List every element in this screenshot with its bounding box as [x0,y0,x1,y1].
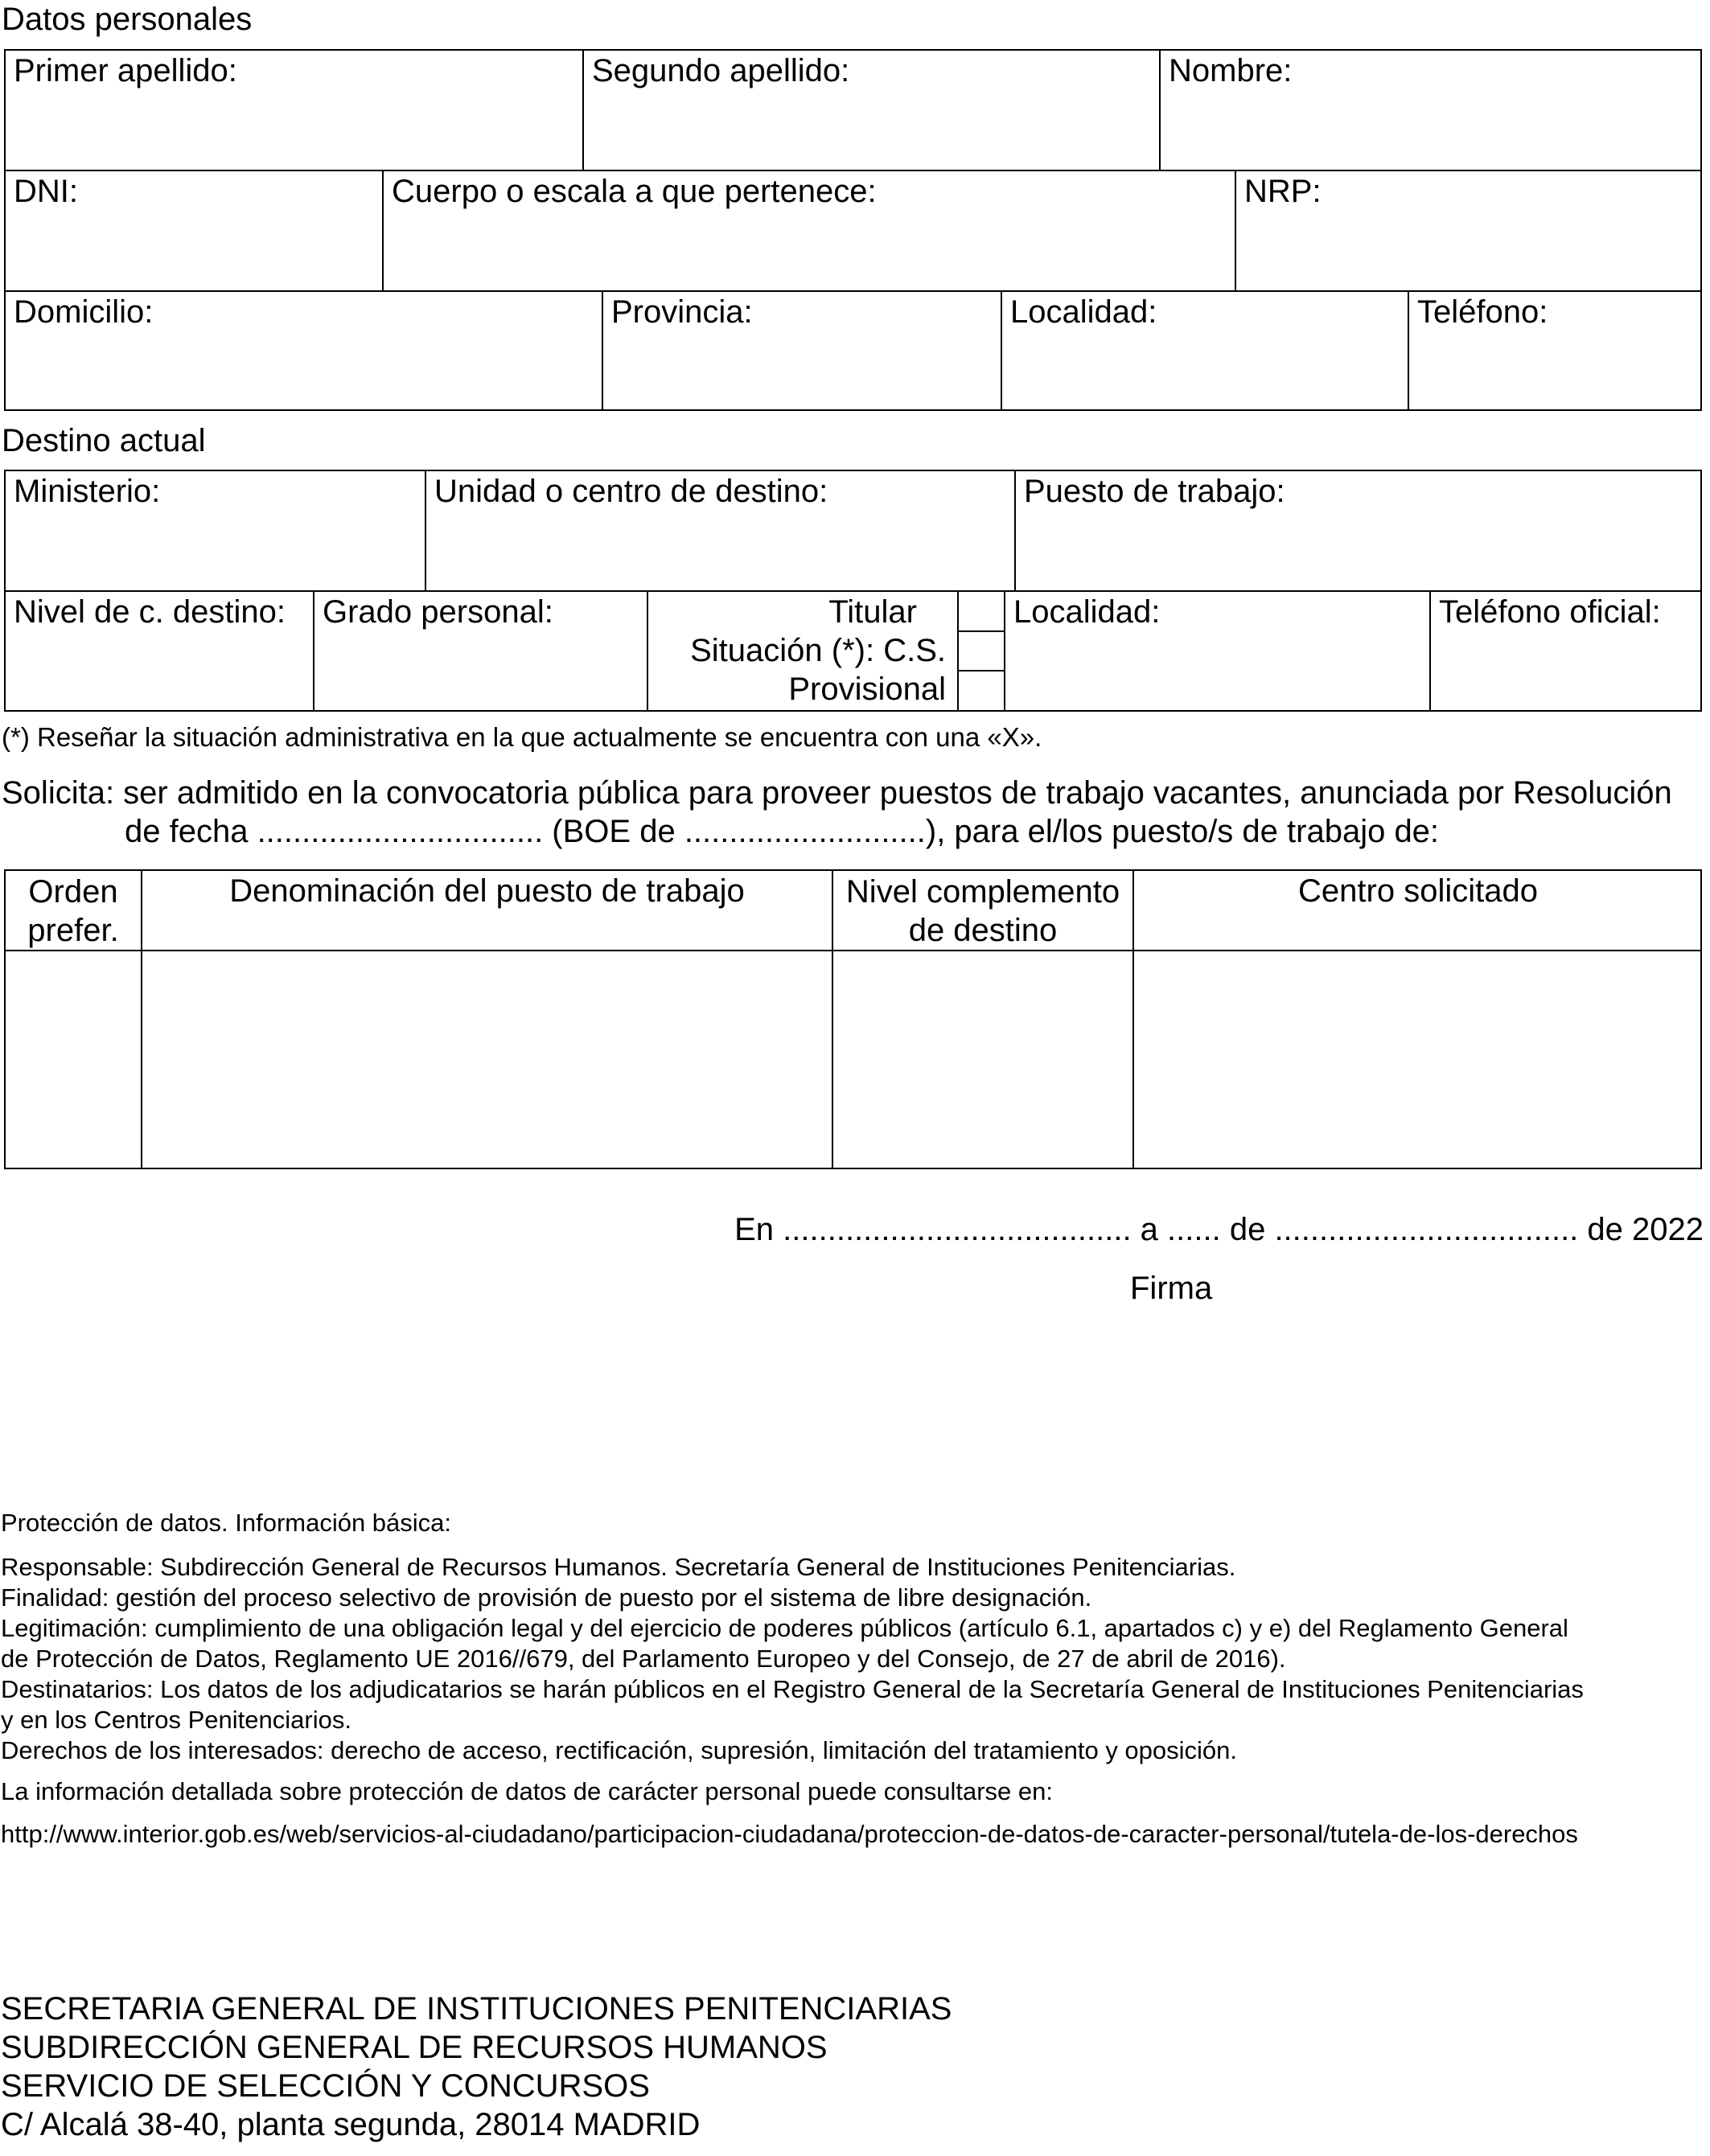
localidad-field[interactable] [1001,290,1408,411]
header-nivel-line-2: de destino [908,913,1058,948]
proteccion-finalidad: Finalidad: gestión del proceso selectivo de provisión de puesto por el sistema de libre designación. [1,1583,1092,1612]
titular-label: Titular [828,594,917,630]
address-line-3: SERVICIO DE SELECCIÓN Y CONCURSOS [1,2068,650,2104]
address-line-2: SUBDIRECCIÓN GENERAL DE RECURSOS HUMANOS [1,2030,828,2065]
nivel-input-cell[interactable] [832,950,1132,1169]
provincia-label: Provincia: [611,294,753,330]
situacion-checkbox-column [957,590,1004,712]
proteccion-derechos: Derechos de los interesados: derecho de acceso, rectificación, supresión, limitación del tratamiento y oposición. [1,1736,1238,1764]
proteccion-destinatarios-1: Destinatarios: Los datos de los adjudicatarios se harán públicos en el Registro General de la Secretaría General de Instituciones Penitenciarias [1,1675,1584,1703]
situacion-label: Situación (*): C.S. [690,633,946,668]
datos-personales-grid [4,49,1702,411]
primer-apellido-field[interactable] [6,51,582,170]
orden-input-cell[interactable] [6,950,141,1169]
provincia-field[interactable] [602,290,1001,411]
puesto-field[interactable] [1014,471,1702,590]
header-nivel-line-1: Nivel complemento [845,874,1120,910]
firma-label: Firma [1130,1271,1213,1306]
grado-personal-label: Grado personal: [323,594,553,630]
nombre-field[interactable] [1159,51,1702,170]
ministerio-label: Ministerio: [14,474,161,509]
dni-field[interactable] [6,170,382,290]
provisional-checkbox[interactable] [959,670,1004,712]
destino-actual-grid [4,470,1702,712]
dni-label: DNI: [14,174,78,209]
address-line-4: C/ Alcalá 38-40, planta segunda, 28014 MADRID [1,2107,701,2142]
titular-checkbox[interactable] [959,592,1004,630]
primer-apellido-label: Primer apellido: [14,53,237,88]
header-nivel [832,871,1132,950]
cuerpo-label: Cuerpo o escala a que pertenece: [392,174,877,209]
telefono-oficial-field[interactable] [1429,590,1702,712]
nrp-label: NRP: [1244,174,1322,209]
domicilio-field[interactable] [6,290,602,411]
nivel-destino-field[interactable] [6,590,313,712]
situacion-block [647,590,957,712]
localidad-destino-field[interactable] [1004,590,1429,712]
fecha-line: En ....................................... a ...... de .................................. de 2022 [734,1212,1704,1247]
cs-checkbox[interactable] [959,630,1004,670]
ministerio-field[interactable] [6,471,425,590]
solicita-line-1: Solicita: ser admitido en la convocatoria pública para proveer puestos de trabajo vacantes, anunciada por Resolución [2,775,1672,811]
header-denominacion [141,871,832,950]
unidad-label: Unidad o centro de destino: [434,474,828,509]
solicita-line-2: de fecha ................................ (BOE de ...........................), para el/los puesto/s de trabajo de: [125,814,1440,849]
proteccion-destinatarios-2: y en los Centros Penitenciarios. [1,1706,351,1734]
address-line-1: SECRETARIA GENERAL DE INSTITUCIONES PENITENCIARIAS [1,1991,952,2027]
section-title-datos-personales: Datos personales [2,2,253,37]
proteccion-responsable: Responsable: Subdirección General de Recursos Humanos. Secretaría General de Instituciones Penitenciarias. [1,1553,1236,1581]
localidad-destino-label: Localidad: [1013,594,1161,630]
proteccion-info: La información detallada sobre protección de datos de carácter personal puede consultarse en: [1,1777,1053,1805]
telefono-label: Teléfono: [1417,294,1548,330]
nombre-label: Nombre: [1169,53,1293,88]
segundo-apellido-field[interactable] [582,51,1159,170]
cuerpo-field[interactable] [382,170,1235,290]
nrp-field[interactable] [1235,170,1702,290]
header-orden-line-2: prefer. [27,913,119,948]
telefono-oficial-label: Teléfono oficial: [1439,594,1661,630]
header-denominacion-label: Denominación del puesto de trabajo [229,873,745,909]
proteccion-legitimacion-1: Legitimación: cumplimiento de una obligación legal y del ejercicio de poderes públicos (artículo 6.1, apartados c) y e) del Reglamento General [1,1614,1568,1642]
proteccion-heading: Protección de datos. Información básica: [1,1509,452,1537]
header-centro [1132,871,1702,950]
segundo-apellido-label: Segundo apellido: [592,53,850,88]
grado-personal-field[interactable] [313,590,647,712]
domicilio-label: Domicilio: [14,294,154,330]
telefono-field[interactable] [1408,290,1702,411]
provisional-label: Provisional [788,671,946,707]
proteccion-url-link[interactable]: http://www.interior.gob.es/web/servicios-al-ciudadano/participacion-ciudadana/proteccion-de-datos-de-caracter-personal/tutela-de-los-derechos [1,1820,1578,1848]
denominacion-input-cell[interactable] [141,950,832,1169]
header-orden [6,871,141,950]
section-title-destino-actual: Destino actual [2,423,206,458]
nivel-destino-label: Nivel de c. destino: [14,594,286,630]
puestos-table [4,869,1702,1169]
puesto-label: Puesto de trabajo: [1024,474,1285,509]
header-orden-line-1: Orden [28,874,118,910]
localidad-label: Localidad: [1010,294,1157,330]
proteccion-legitimacion-2: de Protección de Datos, Reglamento UE 2016//679, del Parlamento Europeo y del Consejo, de 27 de abril de 2016). [1,1645,1286,1673]
unidad-field[interactable] [425,471,1014,590]
centro-input-cell[interactable] [1132,950,1702,1169]
header-centro-label: Centro solicitado [1298,873,1538,909]
situacion-footnote: (*) Reseñar la situación administrativa en la que actualmente se encuentra con una «X». [2,722,1042,752]
